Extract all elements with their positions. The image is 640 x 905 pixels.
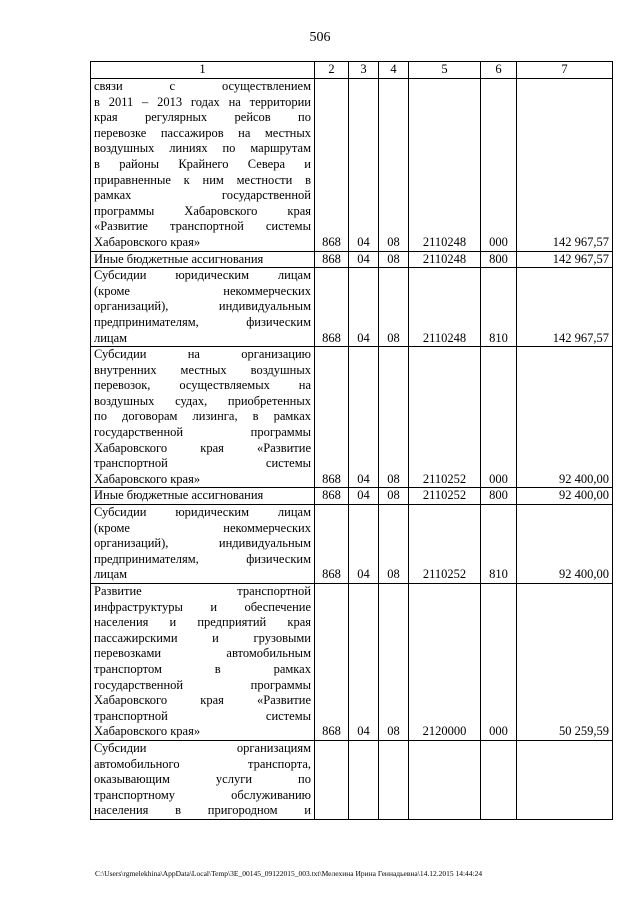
amount: 50 259,59 [517, 584, 613, 741]
table-row [91, 488, 613, 505]
description-line: перевозке пассажиров на местных [94, 125, 311, 140]
description-line: воздушных судах, приобретенных [94, 393, 311, 408]
subsection-code: 08 [379, 488, 409, 505]
table-row [91, 584, 613, 741]
ministry-code: 868 [315, 268, 349, 347]
header-cell: 1 [91, 62, 315, 79]
description-line: (кроме некоммерческих [94, 520, 311, 535]
amount: 142 967,57 [517, 268, 613, 347]
description-line: Хабаровского края» [94, 234, 201, 249]
description-line: Субсидии организациям [94, 740, 311, 755]
description-line: связи с осуществлением [94, 79, 311, 93]
header-row [91, 62, 613, 79]
description-line: перевозками автомобильным [94, 646, 311, 661]
section-code: 04 [349, 347, 379, 488]
description-line: Развитие транспортной [94, 584, 311, 598]
header-cell: 2 [315, 62, 349, 79]
table-row [91, 740, 613, 819]
description-line: Хабаровского края» [94, 471, 201, 486]
header-cell: 5 [409, 62, 481, 79]
description-line: Хабаровского края» [94, 724, 201, 739]
ministry-code: 868 [315, 79, 349, 252]
table-row [91, 79, 613, 252]
ministry-code: 868 [315, 584, 349, 741]
target-article-code: 2110248 [409, 251, 481, 268]
target-article-code: 2110252 [409, 505, 481, 584]
subsection-code: 08 [379, 584, 409, 741]
description-line: в 2011 – 2013 годах на территории [94, 94, 311, 109]
subsection-code: 08 [379, 347, 409, 488]
subsection-code [379, 740, 409, 819]
description-line: оказывающим услуги по [94, 772, 311, 787]
ministry-code [315, 740, 349, 819]
target-article-code: 2110248 [409, 79, 481, 252]
description-line: предпринимателям, физическим [94, 314, 311, 329]
description-line: Хабаровского края «Развитие [94, 693, 311, 708]
table-row [91, 347, 613, 488]
row-description [91, 251, 315, 268]
amount: 142 967,57 [517, 251, 613, 268]
expense-type-code: 800 [481, 488, 517, 505]
description-line: лицам [94, 567, 128, 582]
description-line: населения в пригородном и [94, 803, 311, 818]
row-description [91, 268, 315, 347]
description-line: организаций), индивидуальным [94, 299, 311, 314]
subsection-code: 08 [379, 268, 409, 347]
description-line: (кроме некоммерческих [94, 283, 311, 298]
amount: 142 967,57 [517, 79, 613, 252]
description-line: государственной программы [94, 677, 311, 692]
section-code: 04 [349, 79, 379, 252]
expense-type-code [481, 740, 517, 819]
file-path-footer: C:\Users\rgmelekhina\AppData\Local\Temp\3E_00145_09122015_003.txt\Мелехина Ирина Геннадьевна\14.12.2015 14:44:24 [95, 869, 483, 878]
description-line: в районы Крайнего Севера и [94, 156, 311, 171]
description-line: приравненные к ним местности в [94, 172, 311, 187]
description-line: Субсидии юридическим лицам [94, 505, 311, 520]
expense-type-code: 000 [481, 584, 517, 741]
description-line: Субсидии юридическим лицам [94, 268, 311, 283]
description-line: воздушных линиях по маршрутам [94, 141, 311, 156]
ministry-code: 868 [315, 251, 349, 268]
expense-type-code: 800 [481, 251, 517, 268]
subsection-code: 08 [379, 79, 409, 252]
budget-table [90, 61, 613, 820]
description-line: автомобильного транспорта, [94, 756, 311, 771]
row-description [91, 347, 315, 488]
table-body [91, 79, 613, 820]
description-line: населения и предприятий края [94, 615, 311, 630]
description-line: пассажирскими и грузовыми [94, 630, 311, 645]
target-article-code: 2110248 [409, 268, 481, 347]
description-line: транспортом в рамках [94, 661, 311, 676]
description-line: «Развитие транспортной системы [94, 219, 311, 234]
header-cell: 3 [349, 62, 379, 79]
page-number: 506 [309, 30, 331, 45]
section-code: 04 [349, 268, 379, 347]
description-line: государственной программы [94, 425, 311, 440]
section-code: 04 [349, 584, 379, 741]
expense-type-code: 000 [481, 79, 517, 252]
subsection-code: 08 [379, 505, 409, 584]
amount: 92 400,00 [517, 347, 613, 488]
table-row [91, 505, 613, 584]
table-row [91, 268, 613, 347]
description-line: программы Хабаровского края [94, 203, 311, 218]
row-description [91, 488, 315, 505]
row-description [91, 584, 315, 741]
target-article-code: 2120000 [409, 584, 481, 741]
description-line: внутренних местных воздушных [94, 362, 311, 377]
target-article-code: 2110252 [409, 488, 481, 505]
description-line: рамках государственной [94, 188, 311, 203]
description-line: транспортному обслуживанию [94, 787, 311, 802]
header-cell: 6 [481, 62, 517, 79]
description-line: транспортной системы [94, 456, 311, 471]
target-article-code [409, 740, 481, 819]
description-line: предпринимателям, физическим [94, 551, 311, 566]
description-line: Иные бюджетные ассигнования [94, 488, 264, 503]
header-cell: 4 [379, 62, 409, 79]
description-line: Иные бюджетные ассигнования [94, 251, 264, 266]
expense-type-code: 810 [481, 268, 517, 347]
section-code [349, 740, 379, 819]
description-line: перевозок, осуществляемых на [94, 378, 311, 393]
row-description [91, 740, 315, 819]
description-line: Субсидии на организацию [94, 347, 311, 362]
ministry-code: 868 [315, 488, 349, 505]
expense-type-code: 000 [481, 347, 517, 488]
header-cell: 7 [517, 62, 613, 79]
description-line: Хабаровского края «Развитие [94, 440, 311, 455]
row-description [91, 79, 315, 252]
section-code: 04 [349, 251, 379, 268]
target-article-code: 2110252 [409, 347, 481, 488]
ministry-code: 868 [315, 347, 349, 488]
description-line: инфраструктуры и обеспечение [94, 599, 311, 614]
amount: 92 400,00 [517, 505, 613, 584]
table-row [91, 251, 613, 268]
description-line: по договорам лизинга, в рамках [94, 409, 311, 424]
description-line: транспортной системы [94, 708, 311, 723]
amount: 92 400,00 [517, 488, 613, 505]
amount [517, 740, 613, 819]
description-line: края регулярных рейсов по [94, 110, 311, 125]
expense-type-code: 810 [481, 505, 517, 584]
description-line: организаций), индивидуальным [94, 536, 311, 551]
row-description [91, 505, 315, 584]
section-code: 04 [349, 488, 379, 505]
subsection-code: 08 [379, 251, 409, 268]
section-code: 04 [349, 505, 379, 584]
ministry-code: 868 [315, 505, 349, 584]
description-line: лицам [94, 330, 128, 345]
